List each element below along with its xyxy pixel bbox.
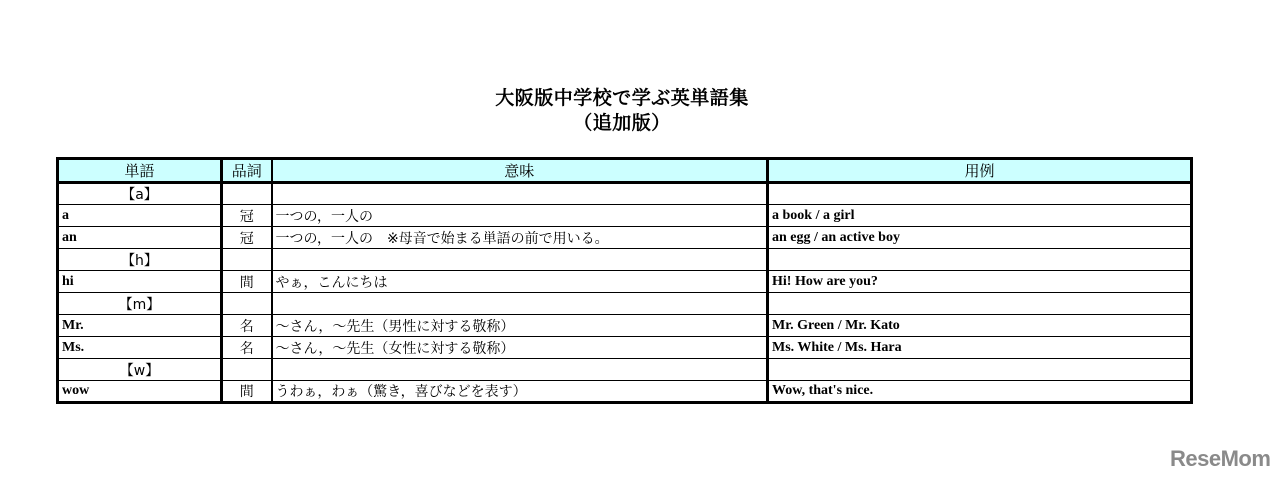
word-cell: Mr. xyxy=(58,315,222,337)
part-of-speech-cell: 冠 xyxy=(222,205,272,227)
section-row xyxy=(58,293,1192,315)
empty-cell xyxy=(272,359,768,381)
table-row xyxy=(58,271,1192,293)
empty-cell xyxy=(272,249,768,271)
document-subtitle: （追加版） xyxy=(573,112,671,134)
table-row xyxy=(58,381,1192,403)
word-cell: hi xyxy=(58,271,222,293)
example-cell: Ms. White / Ms. Hara xyxy=(768,337,1192,359)
word-cell: an xyxy=(58,227,222,249)
empty-cell xyxy=(222,293,272,315)
document-title: 大阪版中学校で学ぶ英単語集 xyxy=(495,87,749,109)
section-row xyxy=(58,183,1192,205)
section-row xyxy=(58,359,1192,381)
empty-cell xyxy=(222,249,272,271)
table-row xyxy=(58,205,1192,227)
section-letter: 【w】 xyxy=(58,359,222,381)
resemom-logo: ReseMom xyxy=(1170,446,1271,471)
table-row xyxy=(58,315,1192,337)
example-cell: an egg / an active boy xyxy=(768,227,1192,249)
meaning-cell: 一つの，一人の ※母音で始まる単語の前で用いる。 xyxy=(272,227,768,249)
example-cell: Hi! How are you? xyxy=(768,271,1192,293)
meaning-cell: ～さん，～先生（女性に対する敬称） xyxy=(272,337,768,359)
example-cell: a book / a girl xyxy=(768,205,1192,227)
part-of-speech-cell: 名 xyxy=(222,337,272,359)
empty-cell xyxy=(768,183,1192,205)
word-cell: Ms. xyxy=(58,337,222,359)
header-part-of-speech: 品詞 xyxy=(222,159,272,183)
header-meaning: 意味 xyxy=(272,159,768,183)
section-row xyxy=(58,249,1192,271)
example-cell: Mr. Green / Mr. Kato xyxy=(768,315,1192,337)
word-cell: a xyxy=(58,205,222,227)
section-letter: 【a】 xyxy=(58,183,222,205)
example-cell: Wow, that's nice. xyxy=(768,381,1192,403)
empty-cell xyxy=(222,359,272,381)
part-of-speech-cell: 間 xyxy=(222,381,272,403)
meaning-cell: やぁ，こんにちは xyxy=(272,271,768,293)
header-example: 用例 xyxy=(768,159,1192,183)
empty-cell xyxy=(768,293,1192,315)
table-header-row xyxy=(58,159,1192,183)
vocabulary-table-body xyxy=(58,183,1192,403)
meaning-cell: うわぁ，わぁ（驚き，喜びなどを表す） xyxy=(272,381,768,403)
part-of-speech-cell: 名 xyxy=(222,315,272,337)
empty-cell xyxy=(768,359,1192,381)
meaning-cell: 一つの，一人の xyxy=(272,205,768,227)
header-word: 単語 xyxy=(58,159,222,183)
vocabulary-table xyxy=(56,157,1193,404)
empty-cell xyxy=(272,293,768,315)
empty-cell xyxy=(272,183,768,205)
section-letter: 【m】 xyxy=(58,293,222,315)
table-row xyxy=(58,337,1192,359)
part-of-speech-cell: 冠 xyxy=(222,227,272,249)
table-row xyxy=(58,227,1192,249)
empty-cell xyxy=(768,249,1192,271)
word-cell: wow xyxy=(58,381,222,403)
section-letter: 【h】 xyxy=(58,249,222,271)
empty-cell xyxy=(222,183,272,205)
meaning-cell: ～さん，～先生（男性に対する敬称） xyxy=(272,315,768,337)
part-of-speech-cell: 間 xyxy=(222,271,272,293)
